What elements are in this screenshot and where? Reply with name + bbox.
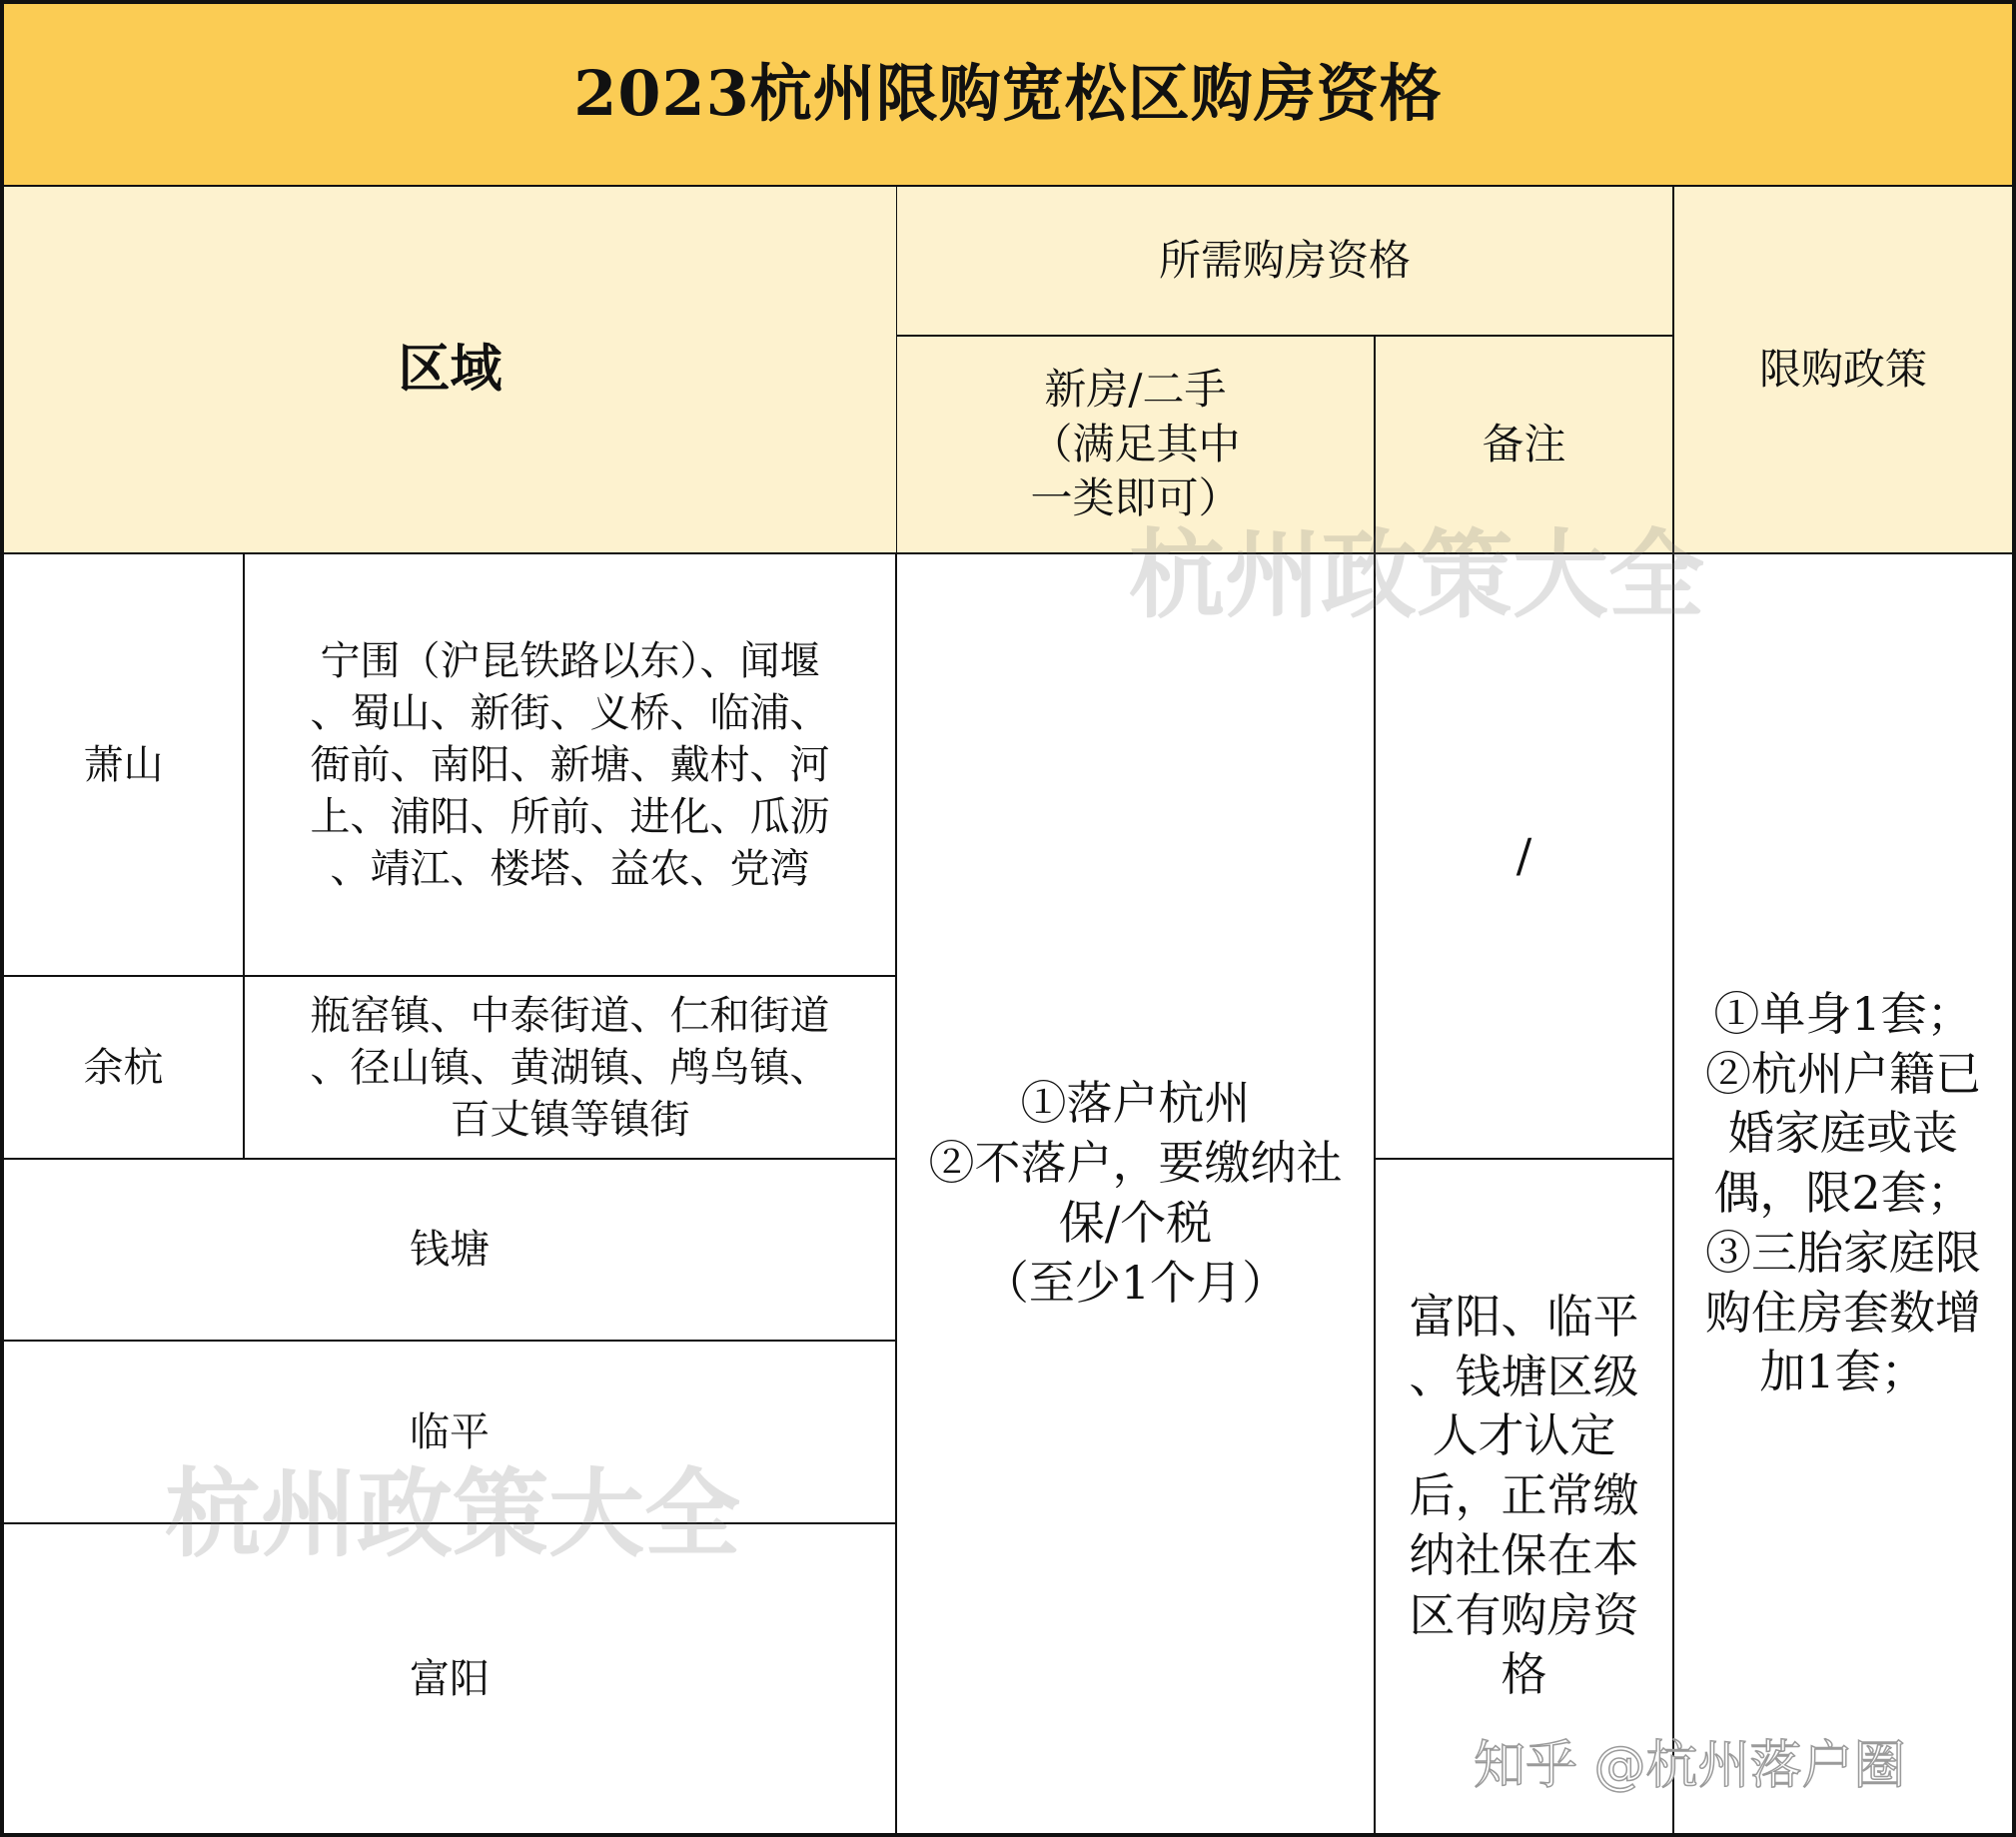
streets-yuhang: 瓶窑镇、中泰街道、仁和街道 、径山镇、黄湖镇、鸬鸟镇、 百丈镇等镇街 [310, 992, 830, 1143]
header-note: 备注 [1376, 337, 1672, 552]
header-qualification: 所需购房资格 [897, 187, 1672, 335]
district-yuhang: 余杭 [83, 1044, 164, 1091]
header-policy: 限购政策 [1674, 187, 2012, 552]
policy-text: ①单身1套； ②杭州户籍已 婚家庭或丧 偶，限2套； ③三胎家庭限 购住房套数增 加1套； [1705, 986, 1981, 1399]
footer-watermark: 知乎 @杭州落户圈 [1474, 1736, 1906, 1796]
qualification-text: ①落户杭州 ②不落户，要缴纳社 保/个税 （至少1个月） [928, 1076, 1343, 1310]
district-linping: 临平 [410, 1408, 490, 1455]
header-area: 区域 [4, 187, 896, 552]
district-xiaoshan: 萧山 [83, 741, 164, 788]
note-lower: 富阳、临平 、钱塘区级 人才认定 后，正常缴 纳社保在本 区有购房资 格 [1409, 1289, 1639, 1702]
note-upper: / [1515, 828, 1532, 883]
district-qiantang: 钱塘 [410, 1227, 490, 1273]
streets-xiaoshan: 宁围（沪昆铁路以东）、闻堰 、蜀山、新街、义桥、临浦、 衙前、南阳、新塘、戴村、河 上、浦阳、所前、进化、瓜沥 、靖江、楼塔、益农、党湾 [310, 637, 830, 892]
border-outer-right [2012, 0, 2016, 1837]
district-fuyang: 富阳 [410, 1655, 490, 1702]
header-new-second-hand: 新房/二手 （满足其中 一类即可） [897, 337, 1374, 552]
watermark-lower: 杭州政策大全 [165, 1458, 740, 1570]
page-title: 2023杭州限购宽松区购房资格 [4, 4, 2012, 185]
watermark-upper: 杭州政策大全 [1129, 519, 1704, 631]
border-outer-bottom [0, 1833, 2016, 1837]
